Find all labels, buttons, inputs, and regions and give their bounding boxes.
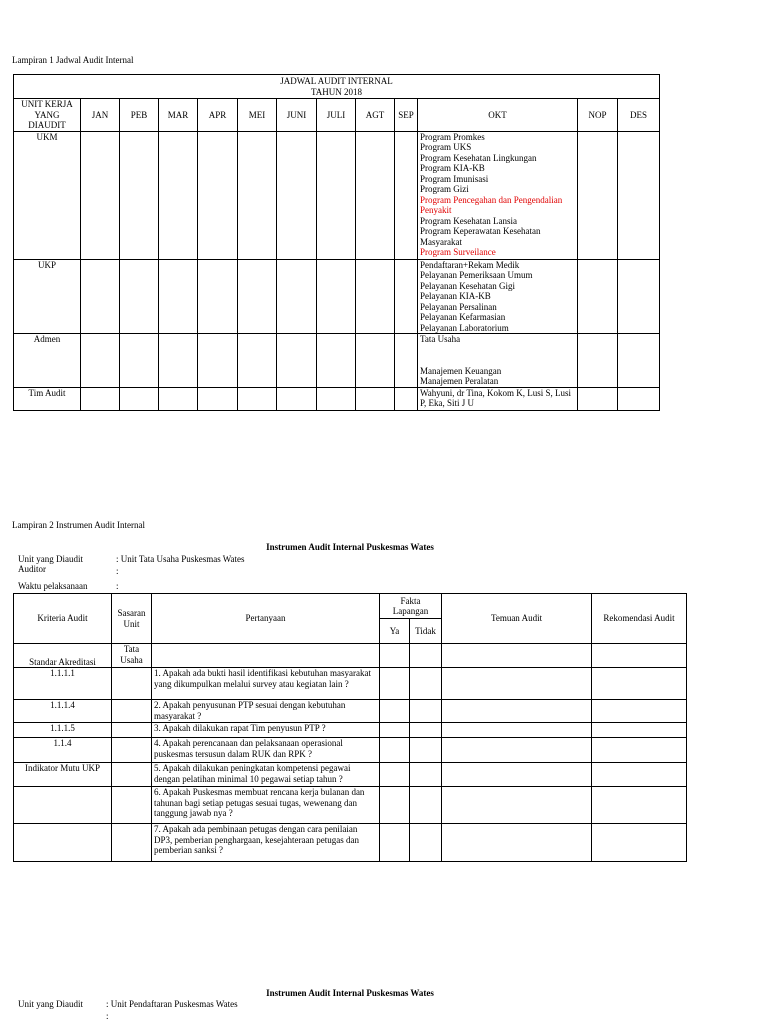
schedule-month-cell bbox=[395, 334, 418, 388]
program-item: Pendaftaran+Rekam Medik bbox=[420, 259, 520, 270]
instrument-row bbox=[14, 668, 687, 700]
instrument-row bbox=[14, 700, 687, 723]
lampiran-1-caption: Lampiran 1 Jadwal Audit Internal bbox=[12, 55, 134, 65]
okt-program-list bbox=[418, 131, 578, 259]
unit-header: UNIT KERJA YANG DIAUDIT bbox=[14, 99, 81, 132]
tidak-cell bbox=[410, 700, 442, 723]
schedule-month-cell bbox=[159, 387, 198, 410]
program-item: Tata Usaha bbox=[420, 334, 461, 344]
sasaran-cell bbox=[112, 763, 152, 787]
tidak-cell bbox=[410, 668, 442, 700]
kriteria-cell: Indikator Mutu UKP bbox=[14, 763, 112, 787]
program-item: Program Imunisasi bbox=[420, 173, 489, 184]
month-header-mar: MAR bbox=[159, 99, 198, 132]
program-item: Manajemen Peralatan bbox=[420, 376, 499, 386]
schedule-month-cell bbox=[317, 259, 356, 334]
tata-usaha-cell: Tata Usaha bbox=[112, 644, 152, 668]
schedule-month-cell bbox=[578, 334, 618, 388]
header-rekomendasi: Rekomendasi Audit bbox=[592, 594, 687, 644]
temuan-cell bbox=[442, 787, 592, 824]
schedule-month-cell bbox=[356, 334, 395, 388]
program-item: Program Surveilance bbox=[420, 247, 496, 257]
sasaran-cell bbox=[112, 700, 152, 723]
program-item: Pelayanan KIA-KB bbox=[420, 291, 491, 301]
schedule-month-cell bbox=[356, 131, 395, 259]
program-item: Program Pencegahan dan Pengendalian Penyakit bbox=[420, 194, 563, 215]
temuan-cell bbox=[442, 824, 592, 862]
schedule-month-cell bbox=[238, 334, 277, 388]
schedule-month-cell bbox=[277, 131, 317, 259]
okt-program-list bbox=[418, 387, 578, 410]
schedule-row bbox=[14, 387, 660, 410]
waktu-label-1: Waktu pelaksanaan bbox=[18, 581, 88, 591]
tidak-cell bbox=[410, 824, 442, 862]
schedule-month-cell bbox=[120, 387, 159, 410]
unit-value-1: : Unit Tata Usaha Puskesmas Wates bbox=[116, 554, 245, 564]
temuan-cell bbox=[442, 723, 592, 738]
program-item: Pelayanan Pemeriksaan Umum bbox=[420, 270, 533, 280]
schedule-month-cell bbox=[81, 131, 120, 259]
program-item: Program KIA-KB bbox=[420, 163, 485, 173]
program-item: Manajemen Keuangan bbox=[420, 365, 502, 376]
tidak-cell bbox=[410, 787, 442, 824]
header-kriteria: Kriteria Audit bbox=[14, 594, 112, 644]
sasaran-cell bbox=[112, 738, 152, 763]
rekomendasi-cell bbox=[592, 738, 687, 763]
schedule-month-cell bbox=[120, 131, 159, 259]
rekomendasi-cell bbox=[592, 763, 687, 787]
schedule-unit-cell: Tim Audit bbox=[14, 387, 81, 410]
schedule-month-cell bbox=[356, 387, 395, 410]
schedule-title bbox=[14, 75, 660, 99]
pertanyaan-cell: 5. Apakah dilakukan peningkatan kompetensi pegawai dengan pelatihan minimal 10 pegawai setiap tahun ? bbox=[152, 763, 380, 787]
ya-cell bbox=[380, 700, 410, 723]
auditor-label-1: Auditor bbox=[18, 564, 46, 574]
schedule-month-cell bbox=[81, 259, 120, 334]
schedule-month-cell bbox=[578, 387, 618, 410]
header-sasaran: Sasaran Unit bbox=[112, 594, 152, 644]
schedule-month-cell bbox=[395, 131, 418, 259]
kriteria-cell: 1.1.4 bbox=[14, 738, 112, 763]
schedule-month-cell bbox=[198, 387, 238, 410]
schedule-month-cell bbox=[317, 334, 356, 388]
schedule-unit-cell: UKM bbox=[14, 131, 81, 259]
program-item: Pelayanan Laboratorium bbox=[420, 322, 509, 333]
program-item: Pelayanan Kefarmasian bbox=[420, 312, 506, 322]
instrument-row bbox=[14, 738, 687, 763]
unit-value-2: : Unit Pendaftaran Puskesmas Wates bbox=[106, 999, 238, 1009]
pertanyaan-cell: 2. Apakah penyusunan PTP sesuai dengan kebutuhan masyarakat ? bbox=[152, 700, 380, 723]
instrument-title-2: Instrumen Audit Internal Puskesmas Wates bbox=[266, 988, 434, 998]
schedule-month-cell bbox=[618, 334, 660, 388]
schedule-month-cell bbox=[120, 334, 159, 388]
schedule-month-cell bbox=[159, 259, 198, 334]
schedule-month-cell bbox=[395, 259, 418, 334]
rekomendasi-cell bbox=[592, 723, 687, 738]
unit-label-2: Unit yang Diaudit bbox=[18, 999, 83, 1009]
rekomendasi-cell bbox=[592, 668, 687, 700]
sasaran-cell bbox=[112, 668, 152, 700]
schedule-month-cell bbox=[238, 259, 277, 334]
program-item: Wahyuni, dr Tina, Kokom K, Lusi S, Lusi P, Eka, Siti J U bbox=[420, 387, 572, 408]
month-header-juli: JULI bbox=[317, 99, 356, 132]
schedule-month-cell bbox=[277, 259, 317, 334]
kriteria-cell: 1.1.1.4 bbox=[14, 700, 112, 723]
header-pertanyaan: Pertanyaan bbox=[152, 594, 380, 644]
temuan-cell bbox=[442, 700, 592, 723]
schedule-month-cell bbox=[618, 259, 660, 334]
kriteria-cell: 1.1.1.1 bbox=[14, 668, 112, 700]
okt-program-list bbox=[418, 334, 578, 388]
pertanyaan-cell: 3. Apakah dilakukan rapat Tim penyusun PTP ? bbox=[152, 723, 380, 738]
schedule-month-cell bbox=[159, 131, 198, 259]
program-item: Program UKS bbox=[420, 142, 472, 152]
program-item bbox=[420, 355, 575, 366]
month-header-okt: OKT bbox=[418, 99, 578, 132]
month-header-des: DES bbox=[618, 99, 660, 132]
okt-program-list bbox=[418, 259, 578, 334]
schedule-title-line2: TAHUN 2018 bbox=[311, 86, 363, 97]
instrument-row bbox=[14, 723, 687, 738]
auditor-value-1: : bbox=[116, 566, 119, 576]
header-tidak: Tidak bbox=[410, 619, 442, 644]
schedule-month-cell bbox=[578, 259, 618, 334]
schedule-month-cell bbox=[238, 131, 277, 259]
program-item: Program Kesehatan Lingkungan bbox=[420, 152, 537, 163]
kriteria-cell: 1.1.1.5 bbox=[14, 723, 112, 738]
schedule-month-cell bbox=[81, 387, 120, 410]
month-header-peb: PEB bbox=[120, 99, 159, 132]
pertanyaan-cell: 1. Apakah ada bukti hasil identifikasi kebutuhan masyarakat yang dikumpulkan melalui survey atau kegiatan lain ? bbox=[152, 668, 380, 700]
month-header-apr: APR bbox=[198, 99, 238, 132]
header-temuan: Temuan Audit bbox=[442, 594, 592, 644]
schedule-month-cell bbox=[198, 131, 238, 259]
rekomendasi-cell bbox=[592, 700, 687, 723]
ya-cell bbox=[380, 723, 410, 738]
schedule-month-cell bbox=[395, 387, 418, 410]
schedule-month-cell bbox=[277, 334, 317, 388]
tidak-cell bbox=[410, 738, 442, 763]
sasaran-cell bbox=[112, 824, 152, 862]
schedule-month-cell bbox=[198, 334, 238, 388]
instrument-table bbox=[13, 593, 687, 862]
month-header-sep: SEP bbox=[395, 99, 418, 132]
schedule-month-cell bbox=[618, 387, 660, 410]
month-header-agt: AGT bbox=[356, 99, 395, 132]
header-ya: Ya bbox=[380, 619, 410, 644]
schedule-month-cell bbox=[578, 131, 618, 259]
standar-akreditasi-cell: Standar Akreditasi bbox=[14, 644, 112, 668]
rekomendasi-cell bbox=[592, 787, 687, 824]
auditor-value-2: : bbox=[106, 1011, 109, 1021]
instrument-row bbox=[14, 763, 687, 787]
rekomendasi-cell bbox=[592, 824, 687, 862]
schedule-title-line1: JADWAL AUDIT INTERNAL bbox=[280, 76, 393, 86]
schedule-row bbox=[14, 259, 660, 334]
schedule-unit-cell: Admen bbox=[14, 334, 81, 388]
ya-cell bbox=[380, 787, 410, 824]
schedule-row bbox=[14, 131, 660, 259]
waktu-value-1: : bbox=[116, 581, 119, 591]
ya-cell bbox=[380, 668, 410, 700]
unit-label-1: Unit yang Diaudit bbox=[18, 554, 83, 564]
schedule-month-cell bbox=[356, 259, 395, 334]
kriteria-cell bbox=[14, 824, 112, 862]
schedule-month-cell bbox=[159, 334, 198, 388]
instrument-title-1: Instrumen Audit Internal Puskesmas Wates bbox=[266, 542, 434, 552]
schedule-month-cell bbox=[81, 334, 120, 388]
program-item: Pelayanan Kesehatan Gigi bbox=[420, 280, 515, 291]
month-header-mei: MEI bbox=[238, 99, 277, 132]
schedule-month-cell bbox=[317, 131, 356, 259]
schedule-month-cell bbox=[198, 259, 238, 334]
instrument-row bbox=[14, 824, 687, 862]
temuan-cell bbox=[442, 763, 592, 787]
program-item: Program Gizi bbox=[420, 184, 469, 194]
schedule-month-cell bbox=[277, 387, 317, 410]
ya-cell bbox=[380, 824, 410, 862]
kriteria-cell bbox=[14, 787, 112, 824]
lampiran-2-caption: Lampiran 2 Instrumen Audit Internal bbox=[12, 520, 145, 530]
sasaran-cell bbox=[112, 723, 152, 738]
tidak-cell bbox=[410, 763, 442, 787]
program-item: Program Kesehatan Lansia bbox=[420, 215, 517, 226]
temuan-cell bbox=[442, 738, 592, 763]
pertanyaan-cell: 6. Apakah Puskesmas membuat rencana kerja bulanan dan tahunan bagi setiap petugas sesuai tugas, wewenang dan tanggung jawab nya ? bbox=[152, 787, 380, 824]
header-fakta: Fakta Lapangan bbox=[380, 594, 442, 619]
tidak-cell bbox=[410, 723, 442, 738]
sasaran-cell bbox=[112, 787, 152, 824]
audit-schedule-table bbox=[13, 74, 660, 411]
schedule-month-cell bbox=[238, 387, 277, 410]
schedule-month-cell bbox=[120, 259, 159, 334]
ya-cell bbox=[380, 738, 410, 763]
instrument-row bbox=[14, 787, 687, 824]
program-item: Program Promkes bbox=[420, 131, 485, 142]
schedule-row bbox=[14, 334, 660, 388]
pertanyaan-cell: 7. Apakah ada pembinaan petugas dengan cara penilaian DP3, pemberian penghargaan, kesejahteraan petugas dan pemberian sanksi ? bbox=[152, 824, 380, 862]
program-item: Program Keperawatan Kesehatan Masyarakat bbox=[420, 226, 541, 247]
month-header-nop: NOP bbox=[578, 99, 618, 132]
temuan-cell bbox=[442, 668, 592, 700]
pertanyaan-cell: 4. Apakah perencanaan dan pelaksanaan operasional puskesmas tersusun dalam RUK dan RPK ? bbox=[152, 738, 380, 763]
schedule-unit-cell: UKP bbox=[14, 259, 81, 334]
month-header-jan: JAN bbox=[81, 99, 120, 132]
program-item bbox=[420, 345, 575, 356]
schedule-month-cell bbox=[618, 131, 660, 259]
ya-cell bbox=[380, 763, 410, 787]
month-header-juni: JUNI bbox=[277, 99, 317, 132]
program-item: Pelayanan Persalinan bbox=[420, 301, 497, 312]
schedule-month-cell bbox=[317, 387, 356, 410]
